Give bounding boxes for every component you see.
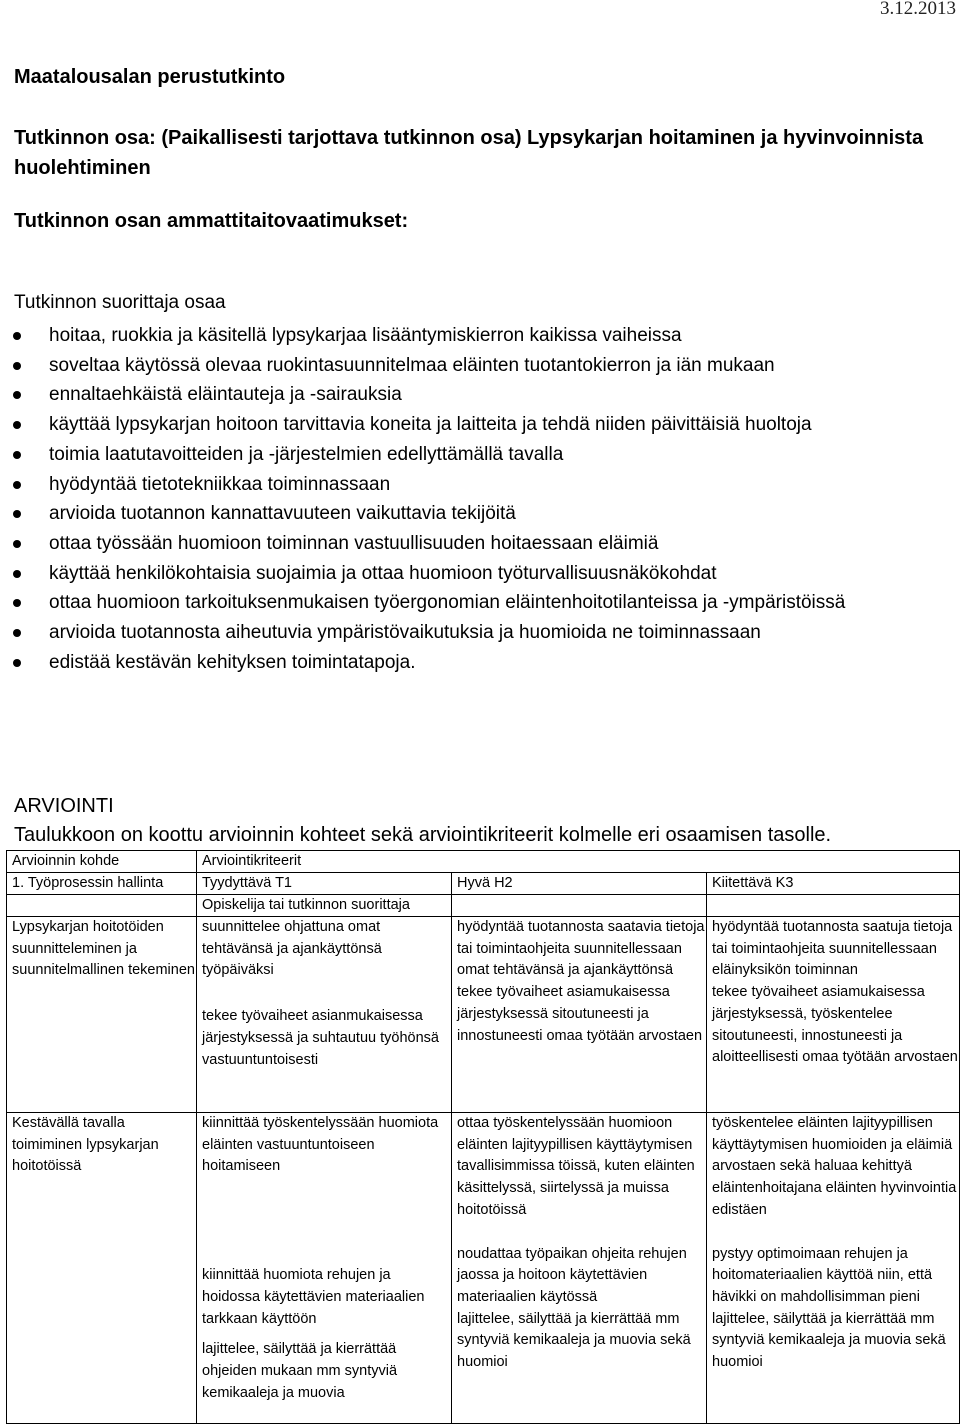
list-item: arvioida tuotannosta aiheutuvia ympäristövaikutuksia ja huomioida ne toiminnassaan (0, 618, 950, 648)
bullet-icon (13, 421, 21, 429)
bullet-icon (13, 659, 21, 667)
list-item: edistää kestävän kehityksen toimintatapoja. (0, 648, 950, 678)
bullet-icon (13, 391, 21, 399)
bullet-icon (13, 332, 21, 340)
requirements-heading: Tutkinnon osan ammattitaitovaatimukset: (14, 210, 409, 232)
criteria-t1-cell: suunnittelee ohjattuna omat tehtävänsä ja ajankäyttönsä työpäiväksi tekee työvaiheet asianmukaisessa järjestyksessä ja suhtautuu työhönsä vastuuntuntoisesti (197, 917, 452, 1113)
assessment-table (6, 850, 960, 1424)
criteria-k3-cell: työskentelee eläinten lajityypillisen käyttäytymisen huomioiden ja eläimiä arvostaen sekä haluaa kehittyä eläintenhoitajana eläinten hyvinvointia edistäen pystyy optimoimaan rehujen ja hoitomateriaalien käyttöä niin, että hävikki on mahdollisimman pieni lajittelee, säilyttää ja kierrättää mm syntyviä kemikaaleja ja muovia sekä huomioi (707, 1113, 960, 1424)
bullet-icon (13, 540, 21, 548)
criteria-t1-cell: kiinnittää työskentelyssään huomiota eläinten vastuuntuntoiseen hoitamiseen kiinnittää huomiota rehujen ja hoidossa käytettävien materiaalien tarkkaan käyttöön lajittelee, säilyttää ja kierrättää ohjeiden mukaan mm syntyviä kemikaaleja ja muovia (197, 1113, 452, 1424)
criteria-h2-cell: ottaa työskentelyssään huomioon eläinten lajityypillisen käyttäytymisen tavallisimmissa töissä, kuten eläinten käsittelyssä, siirtelyssä ja muissa hoitotöissä noudattaa työpaikan ohjeita rehujen jaossa ja hoitoon käytettävien materiaalien käytössä lajittelee, säilyttää ja kierrättää mm syntyviä kemikaaleja ja muovia sekä huomioi (452, 1113, 707, 1424)
list-item: arvioida tuotannon kannattavuuteen vaikuttavia tekijöitä (0, 499, 950, 529)
assessment-description: Taulukkoon on koottu arvioinnin kohteet sekä arviointikriteerit kolmelle eri osaamisen tasolle. (14, 824, 832, 846)
list-item: ottaa huomioon tarkoituksenmukaisen työergonomian eläintenhoitotilanteissa ja -ympäristöissä (0, 588, 950, 618)
list-item: hyödyntää tietotekniikkaa toiminnassaan (0, 470, 950, 500)
program-title: Maatalousalan perustutkinto (14, 66, 286, 88)
target-cell: Kestävällä tavalla toimiminen lypsykarjan hoitotöissä (7, 1113, 197, 1424)
table-row (7, 917, 960, 1113)
bullet-icon (13, 451, 21, 459)
bullet-icon (13, 570, 21, 578)
empty-cell (452, 895, 707, 917)
document-date: 3.12.2013 (880, 0, 956, 19)
list-item: ennaltaehkäistä eläintauteja ja -sairauksia (0, 380, 950, 410)
bullet-icon (13, 362, 21, 370)
criteria-k3-cell: hyödyntää tuotannosta saatuja tietoja tai toimintaohjeita suunnitellessaan eläinyksikön toiminnan tekee työvaiheet asiamukaisessa järjestyksessä, työskentelee sitoutuneesti, innostuneesti ja aloitteellisesti omaa työtään arvostaen (707, 917, 960, 1113)
column-header-criteria: Arviointikriteerit (197, 851, 960, 873)
qualification-part-title: Tutkinnon osa: (Paikallisesti tarjottava tutkinnon osa) Lypsykarjan hoitaminen ja hyvinvoinnista huolehtiminen (14, 127, 924, 179)
bullet-icon (13, 510, 21, 518)
list-item: ottaa työssään huomioon toiminnan vastuullisuuden hoitaessaan eläimiä (0, 529, 950, 559)
criteria-h2-cell: hyödyntää tuotannosta saatavia tietoja tai toimintaohjeita suunnitellessaan omat tehtävänsä ja ajankäyttönsä tekee työvaiheet asiamukaisessa järjestyksessä sitoutuneesti ja innostuneesti omaa työtään arvostaen (452, 917, 707, 1113)
list-item: käyttää henkilökohtaisia suojaimia ja ottaa huomioon työturvallisuusnäkökohdat (0, 559, 950, 589)
list-item: soveltaa käytössä olevaa ruokintasuunnitelmaa eläinten tuotantokierron ja iän mukaan (0, 351, 950, 381)
requirements-list (0, 321, 950, 677)
table-header-row (7, 851, 960, 873)
empty-cell (7, 895, 197, 917)
assessment-title: ARVIOINTI (14, 795, 114, 817)
list-item: toimia laatutavoitteiden ja -järjestelmien edellyttämällä tavalla (0, 440, 950, 470)
table-row (7, 1113, 960, 1424)
level-t1: Tyydyttävä T1 (197, 873, 452, 895)
column-header-target: Arvioinnin kohde (7, 851, 197, 873)
bullet-icon (13, 629, 21, 637)
level-k3: Kiitettävä K3 (707, 873, 960, 895)
section-label: 1. Työprosessin hallinta (7, 873, 197, 895)
target-cell: Lypsykarjan hoitotöiden suunnitteleminen ja suunnitelmallinen tekeminen (7, 917, 197, 1113)
subject-line: Opiskelija tai tutkinnon suorittaja (197, 895, 452, 917)
bullet-icon (13, 481, 21, 489)
list-item: käyttää lypsykarjan hoitoon tarvittavia koneita ja laitteita ja tehdä niiden päivittäisiä huoltoja (0, 410, 950, 440)
requirements-intro: Tutkinnon suorittaja osaa (14, 292, 226, 313)
bullet-icon (13, 599, 21, 607)
empty-cell (707, 895, 960, 917)
level-h2: Hyvä H2 (452, 873, 707, 895)
list-item: hoitaa, ruokkia ja käsitellä lypsykarjaa lisääntymiskierron kaikissa vaiheissa (0, 321, 950, 351)
table-subject-row (7, 895, 960, 917)
table-levels-row (7, 873, 960, 895)
